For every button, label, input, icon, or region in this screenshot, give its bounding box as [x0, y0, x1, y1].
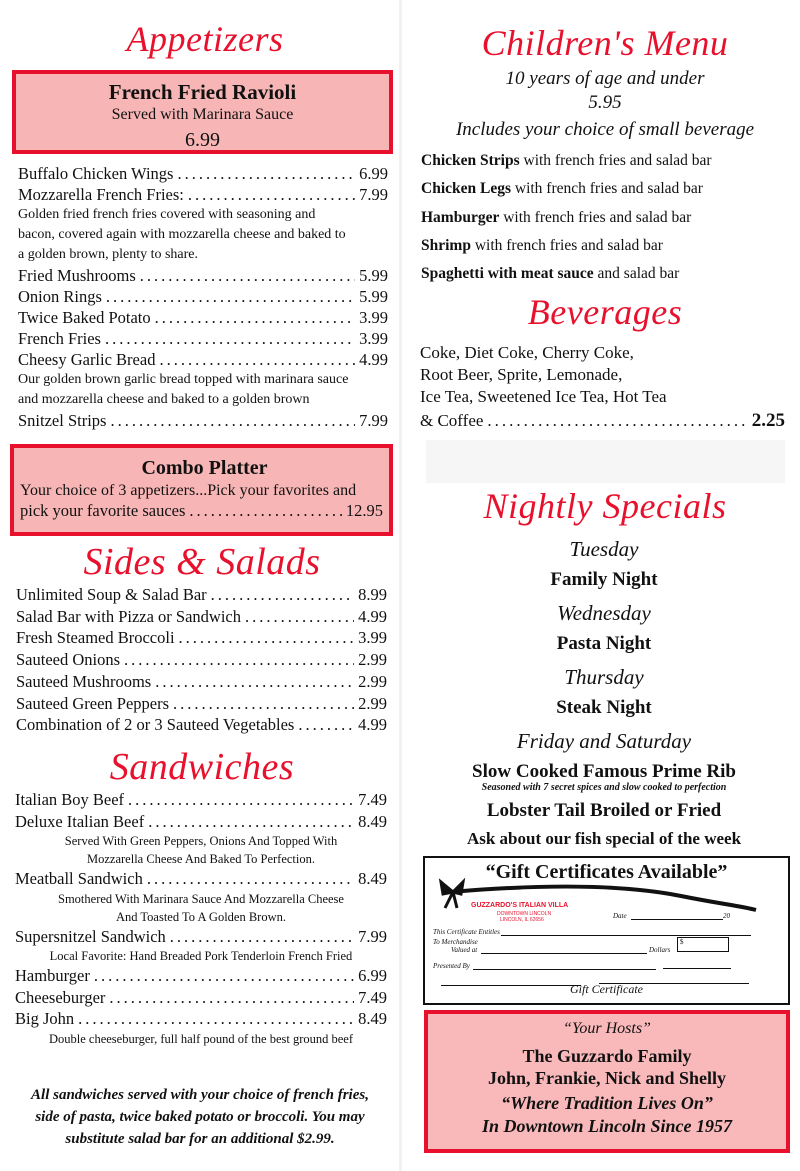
- item-price: 4.99: [358, 606, 387, 626]
- kids-item: [421, 147, 791, 175]
- kids-item-desc: with french fries and salad bar: [519, 152, 712, 169]
- kids-item-desc: with french fries and salad bar: [470, 236, 663, 254]
- dot-leader: [106, 286, 355, 307]
- beverage-line: [420, 408, 785, 434]
- special-note: Seasoned with 7 secret spices and slow cooked to perfection: [481, 782, 727, 793]
- item-price: 2.99: [358, 671, 387, 691]
- dot-leader: [109, 987, 354, 1009]
- gift-title: “Gift Certificates Available”: [485, 861, 728, 883]
- kids-item-name: Chicken Legs: [421, 180, 511, 198]
- featured-price: 6.99: [185, 129, 220, 151]
- item-name: Sauteed Mushrooms: [16, 671, 152, 691]
- item-price: 3.99: [359, 308, 388, 327]
- sandwiches-list: [15, 789, 387, 1048]
- menu-item: [18, 349, 388, 370]
- special-name: Family Night: [550, 569, 658, 590]
- dot-leader: [94, 965, 354, 987]
- featured-box: [12, 70, 393, 154]
- combo-price: 12.95: [345, 501, 383, 520]
- gift-addr2: LINCOLN, IL 62656: [500, 917, 544, 923]
- children-title: Children's Menu: [481, 23, 729, 63]
- sandwiches-title: Sandwiches: [109, 746, 295, 788]
- menu-item: [15, 1008, 387, 1030]
- sides-title: Sides & Salads: [83, 541, 321, 583]
- gift-year: 20: [723, 912, 730, 920]
- dot-leader: [105, 328, 355, 349]
- gift-presented: Presented By: [433, 962, 470, 970]
- item-description: And Toasted To A Golden Brown.: [115, 909, 286, 924]
- right-column: [402, 0, 800, 1171]
- dot-leader: [159, 349, 355, 370]
- children-beverage: Includes your choice of small beverage: [455, 119, 755, 140]
- item-description: bacon, covered again with mozzarella cheese and baked to: [18, 227, 346, 242]
- gift-dollars: Dollars: [649, 946, 671, 954]
- kids-item-desc: and salad bar: [593, 265, 680, 283]
- appetizers-title: Appetizers: [126, 19, 284, 59]
- hosts-since: In Downtown Lincoln Since 1957: [481, 1116, 733, 1136]
- item-name: Onion Rings: [18, 287, 102, 306]
- beverage-line: Root Beer, Sprite, Lemonade,: [420, 365, 623, 384]
- item-name: Snitzel Strips: [18, 411, 107, 430]
- combo-name: Combo Platter: [141, 457, 268, 479]
- special-day: Wednesday: [557, 601, 651, 625]
- children-age: 10 years of age and under: [505, 68, 705, 89]
- item-description: Smothered With Marinara Sauce And Mozzarella Cheese: [58, 891, 344, 906]
- dot-leader: [298, 714, 354, 736]
- menu-item: [18, 410, 388, 431]
- beverage-line: Ice Tea, Sweetened Ice Tea, Hot Tea: [420, 387, 667, 406]
- item-name: Salad Bar with Pizza or Sandwich: [16, 606, 241, 626]
- gift-amount-box: [677, 937, 729, 952]
- menu-item: [18, 163, 388, 184]
- item-price: 4.99: [359, 350, 388, 369]
- beverage-price: 2.25: [751, 410, 785, 431]
- menu-item: [16, 693, 387, 715]
- menu-item: [15, 965, 387, 987]
- hosts-motto: “Where Tradition Lives On”: [501, 1093, 713, 1113]
- dot-leader: [155, 307, 355, 328]
- menu-item: [16, 606, 387, 628]
- dot-leader: [179, 627, 355, 649]
- sandwiches-note: [0, 1084, 400, 1150]
- dot-leader: [155, 671, 354, 693]
- hosts-names: John, Frankie, Nick and Shelly: [487, 1068, 727, 1088]
- special-name: Slow Cooked Famous Prime Rib: [472, 761, 736, 782]
- item-price: 3.99: [358, 628, 387, 648]
- gift-dollar-sign: $: [680, 938, 684, 946]
- item-price: 6.99: [359, 164, 388, 183]
- gift-business: GUZZARDO'S ITALIAN VILLA: [471, 902, 569, 909]
- item-description: Mozzarella Cheese And Baked To Perfection.: [87, 852, 315, 866]
- dot-leader: [211, 584, 354, 606]
- dot-leader: [487, 408, 747, 434]
- menu-item: [16, 649, 387, 671]
- kids-item-desc: with french fries and salad bar: [499, 208, 692, 226]
- menu-item: [15, 789, 387, 811]
- item-name: Sauteed Onions: [16, 650, 121, 670]
- item-price: 7.49: [358, 987, 387, 1007]
- kids-item: [421, 204, 791, 232]
- menu-item: [15, 926, 387, 948]
- item-price: 8.49: [358, 811, 387, 831]
- item-price: 7.99: [359, 185, 388, 204]
- menu-item: [16, 584, 387, 606]
- nightly-specials: [402, 534, 800, 852]
- menu-item: [18, 307, 388, 328]
- gift-entitles: This Certificate Entitles: [433, 928, 500, 936]
- gift-valued: Valued at: [451, 946, 478, 954]
- hosts-label: “Your Hosts”: [563, 1020, 651, 1037]
- menu-item: [16, 627, 387, 649]
- dot-leader: [78, 1008, 354, 1030]
- item-name: Mozzarella French Fries:: [18, 185, 184, 204]
- combo-line1: Your choice of 3 appetizers...Pick your favorites and: [20, 482, 357, 499]
- combo-box: [10, 444, 393, 536]
- beverage-line: Coke, Diet Coke, Cherry Coke,: [420, 343, 634, 362]
- item-name: French Fries: [18, 329, 101, 348]
- item-name: Sauteed Green Peppers: [16, 693, 170, 713]
- featured-name: French Fried Ravioli: [108, 80, 297, 104]
- children-list: [421, 147, 791, 288]
- dot-leader: [110, 410, 355, 431]
- ribbon-icon: [431, 876, 761, 916]
- note-line: substitute salad bar for an additional $2.99.: [65, 1131, 335, 1147]
- item-description: Double cheeseburger, full half pound of the best ground beef: [48, 1031, 354, 1046]
- dot-leader: [128, 789, 354, 811]
- item-price: 4.99: [358, 715, 387, 735]
- special-day: Tuesday: [569, 537, 639, 561]
- menu-item: [15, 987, 387, 1009]
- item-name: Deluxe Italian Beef: [15, 811, 145, 831]
- kids-item-name: Hamburger: [421, 208, 500, 226]
- item-name: Cheesy Garlic Bread: [18, 350, 156, 369]
- fish-special: Ask about our fish special of the week: [466, 829, 742, 848]
- kids-item-name: Spaghetti with meat sauce: [421, 265, 594, 283]
- left-column: [0, 0, 399, 1171]
- kids-item-desc: with french fries and salad bar: [511, 180, 703, 198]
- sides-list: [16, 584, 387, 736]
- menu-item: [18, 328, 388, 349]
- dot-leader: [148, 811, 354, 833]
- dot-leader: [124, 649, 354, 671]
- item-description: Golden fried french fries covered with seasoning and: [18, 207, 316, 222]
- item-name: Hamburger: [15, 966, 90, 985]
- item-name: Buffalo Chicken Wings: [18, 164, 174, 183]
- kids-item-name: Chicken Strips: [421, 152, 520, 169]
- item-name: Italian Boy Beef: [15, 790, 125, 809]
- dot-leader: [245, 606, 354, 628]
- special-day: Thursday: [564, 665, 644, 689]
- note-line: side of pasta, twice baked potato or broccoli. You may: [35, 1109, 365, 1125]
- beverage-last: & Coffee: [420, 411, 484, 430]
- dot-leader: [188, 184, 355, 205]
- item-name: Combination of 2 or 3 Sauteed Vegetables: [16, 715, 295, 735]
- item-name: Meatball Sandwich: [15, 869, 143, 888]
- item-price: 8.49: [358, 1009, 387, 1028]
- item-price: 7.99: [359, 411, 388, 430]
- item-description: Served With Green Peppers, Onions And Topped With: [64, 834, 338, 848]
- item-description: Local Favorite: Hand Breaded Pork Tenderloin French Fried: [49, 949, 353, 963]
- item-price: 8.99: [358, 585, 387, 604]
- item-price: 3.99: [359, 329, 388, 348]
- dot-leader: [170, 926, 354, 948]
- item-name: Cheeseburger: [15, 987, 106, 1007]
- special-name: Steak Night: [556, 697, 652, 718]
- item-price: 7.99: [358, 926, 387, 946]
- item-price: 2.99: [358, 693, 387, 713]
- hosts-family: The Guzzardo Family: [522, 1046, 692, 1066]
- special-extra: Lobster Tail Broiled or Fried: [486, 800, 722, 821]
- children-price: 5.95: [588, 92, 622, 113]
- beverages-title: Beverages: [527, 292, 683, 332]
- gift-footer: Gift Certificate: [570, 982, 643, 996]
- menu-item: [16, 671, 387, 693]
- item-description: and mozzarella cheese and baked to a golden brown: [18, 392, 310, 407]
- item-price: 7.49: [358, 790, 387, 809]
- kids-item-name: Shrimp: [421, 236, 471, 254]
- menu-item: [15, 868, 387, 890]
- dot-leader: [173, 693, 354, 715]
- menu-item: [18, 265, 388, 286]
- item-name: Unlimited Soup & Salad Bar: [16, 585, 207, 604]
- dot-leader: [147, 868, 354, 890]
- gift-date-label: Date: [613, 912, 627, 920]
- appetizers-list: [18, 163, 388, 431]
- item-price: 2.99: [358, 650, 387, 670]
- item-name: Big John: [15, 1009, 75, 1028]
- item-price: 8.49: [358, 869, 387, 888]
- item-name: Fresh Steamed Broccoli: [16, 628, 175, 648]
- gift-certificate-box: [423, 856, 790, 1005]
- item-price: 5.99: [359, 266, 388, 285]
- kids-item: [421, 260, 791, 288]
- item-name: Fried Mushrooms: [18, 266, 136, 285]
- gift-merch: To Merchandise: [433, 938, 478, 946]
- item-name: Supersnitzel Sandwich: [15, 926, 166, 946]
- gift-addr1: DOWNTOWN LINCOLN: [497, 911, 552, 917]
- kids-item: [421, 232, 791, 260]
- menu-item: [16, 714, 387, 736]
- special-day: Friday and Saturday: [516, 729, 692, 753]
- specials-title: Nightly Specials: [483, 486, 727, 526]
- special-name: Pasta Night: [556, 633, 652, 654]
- menu-item: [15, 811, 387, 833]
- item-name: Twice Baked Potato: [18, 308, 151, 327]
- note-line: All sandwiches served with your choice of french fries,: [31, 1087, 369, 1103]
- menu-item: [18, 286, 388, 307]
- featured-desc: Served with Marinara Sauce: [111, 106, 294, 123]
- dot-leader: [177, 163, 355, 184]
- kids-item: [421, 175, 791, 203]
- item-price: 5.99: [359, 287, 388, 306]
- beverages-list: [420, 342, 785, 434]
- item-description: Our golden brown garlic bread topped with marinara sauce: [18, 372, 349, 387]
- blank-panel: [426, 440, 785, 483]
- menu-item: [18, 184, 388, 205]
- combo-line2: pick your favorite sauces: [20, 501, 186, 520]
- dot-leader: [140, 265, 355, 286]
- item-price: 6.99: [358, 966, 387, 985]
- item-description: a golden brown, plenty to share.: [18, 247, 199, 262]
- hosts-box: [424, 1010, 790, 1153]
